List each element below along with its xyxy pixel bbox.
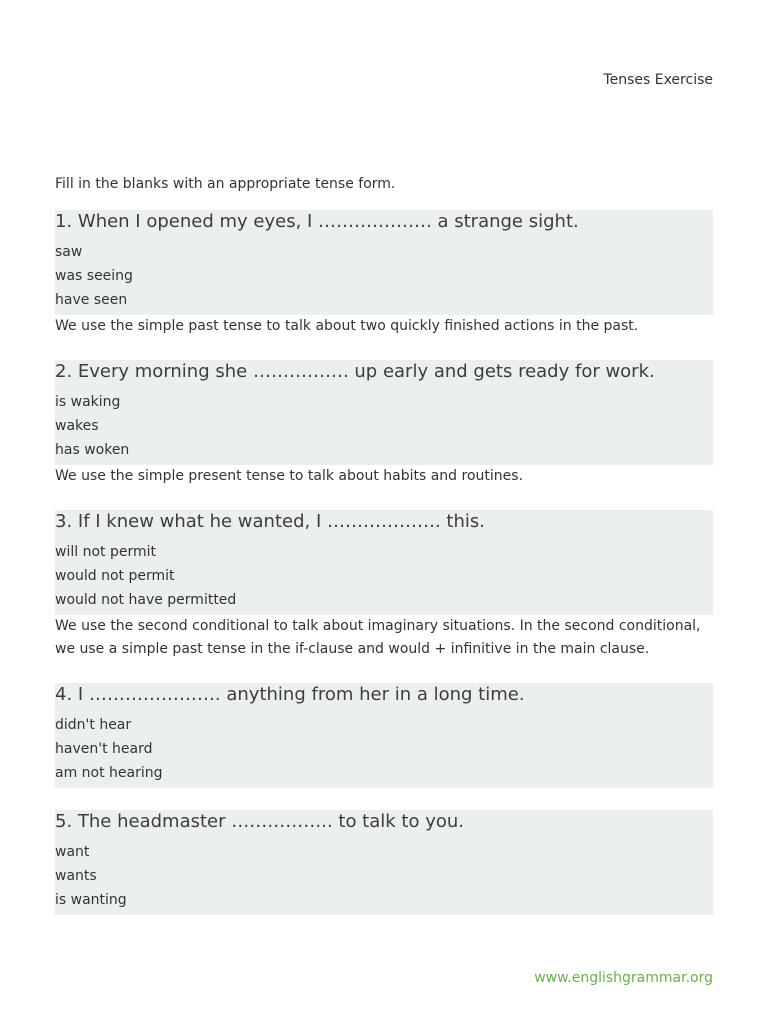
option-item[interactable]: is wanting bbox=[55, 892, 127, 908]
question-5 bbox=[55, 810, 713, 915]
question-box bbox=[55, 510, 713, 615]
question-4 bbox=[55, 683, 713, 788]
option-item[interactable]: will not permit bbox=[55, 544, 156, 560]
options-list bbox=[55, 390, 713, 464]
question-box bbox=[55, 810, 713, 915]
option-item[interactable]: is waking bbox=[55, 394, 121, 410]
exercise-content bbox=[55, 174, 713, 937]
options-list bbox=[55, 713, 713, 787]
option-item[interactable]: have seen bbox=[55, 292, 128, 308]
question-text: 2. Every morning she ……………. up early and gets ready for work. bbox=[55, 361, 655, 382]
question-box bbox=[55, 210, 713, 315]
options-list bbox=[55, 540, 713, 614]
option-item[interactable]: would not permit bbox=[55, 568, 175, 584]
option-item[interactable]: haven't heard bbox=[55, 741, 153, 757]
options-list bbox=[55, 240, 713, 314]
option-item[interactable]: would not have permitted bbox=[55, 592, 237, 608]
explanation-text: We use the second conditional to talk about imaginary situations. In the second conditional, we use a simple past tense in the if-clause and would + infinitive in the main clause. bbox=[55, 618, 701, 657]
options-list bbox=[55, 840, 713, 914]
explanation-text: We use the simple past tense to talk about two quickly finished actions in the past. bbox=[55, 318, 639, 334]
question-text: 3. If I knew what he wanted, I ………………. this. bbox=[55, 511, 485, 532]
option-item[interactable]: has woken bbox=[55, 442, 130, 458]
option-item[interactable]: saw bbox=[55, 244, 83, 260]
option-item[interactable]: was seeing bbox=[55, 268, 133, 284]
page-title: Tenses Exercise bbox=[603, 72, 713, 88]
option-item[interactable]: am not hearing bbox=[55, 765, 163, 781]
option-item[interactable]: didn't hear bbox=[55, 717, 132, 733]
question-text: 4. I …………………. anything from her in a long time. bbox=[55, 684, 525, 705]
explanation-text: We use the simple present tense to talk about habits and routines. bbox=[55, 468, 524, 484]
question-text: 5. The headmaster …………….. to talk to you. bbox=[55, 811, 465, 832]
question-box bbox=[55, 360, 713, 465]
option-item[interactable]: wakes bbox=[55, 418, 99, 434]
instructions-text: Fill in the blanks with an appropriate tense form. bbox=[55, 176, 396, 192]
question-text: 1. When I opened my eyes, I ………………. a strange sight. bbox=[55, 211, 579, 232]
question-1 bbox=[55, 210, 713, 338]
question-2 bbox=[55, 360, 713, 488]
question-box bbox=[55, 683, 713, 788]
site-link[interactable]: www.englishgrammar.org bbox=[534, 970, 713, 986]
option-item[interactable]: want bbox=[55, 844, 90, 860]
option-item[interactable]: wants bbox=[55, 868, 97, 884]
question-3 bbox=[55, 510, 713, 661]
